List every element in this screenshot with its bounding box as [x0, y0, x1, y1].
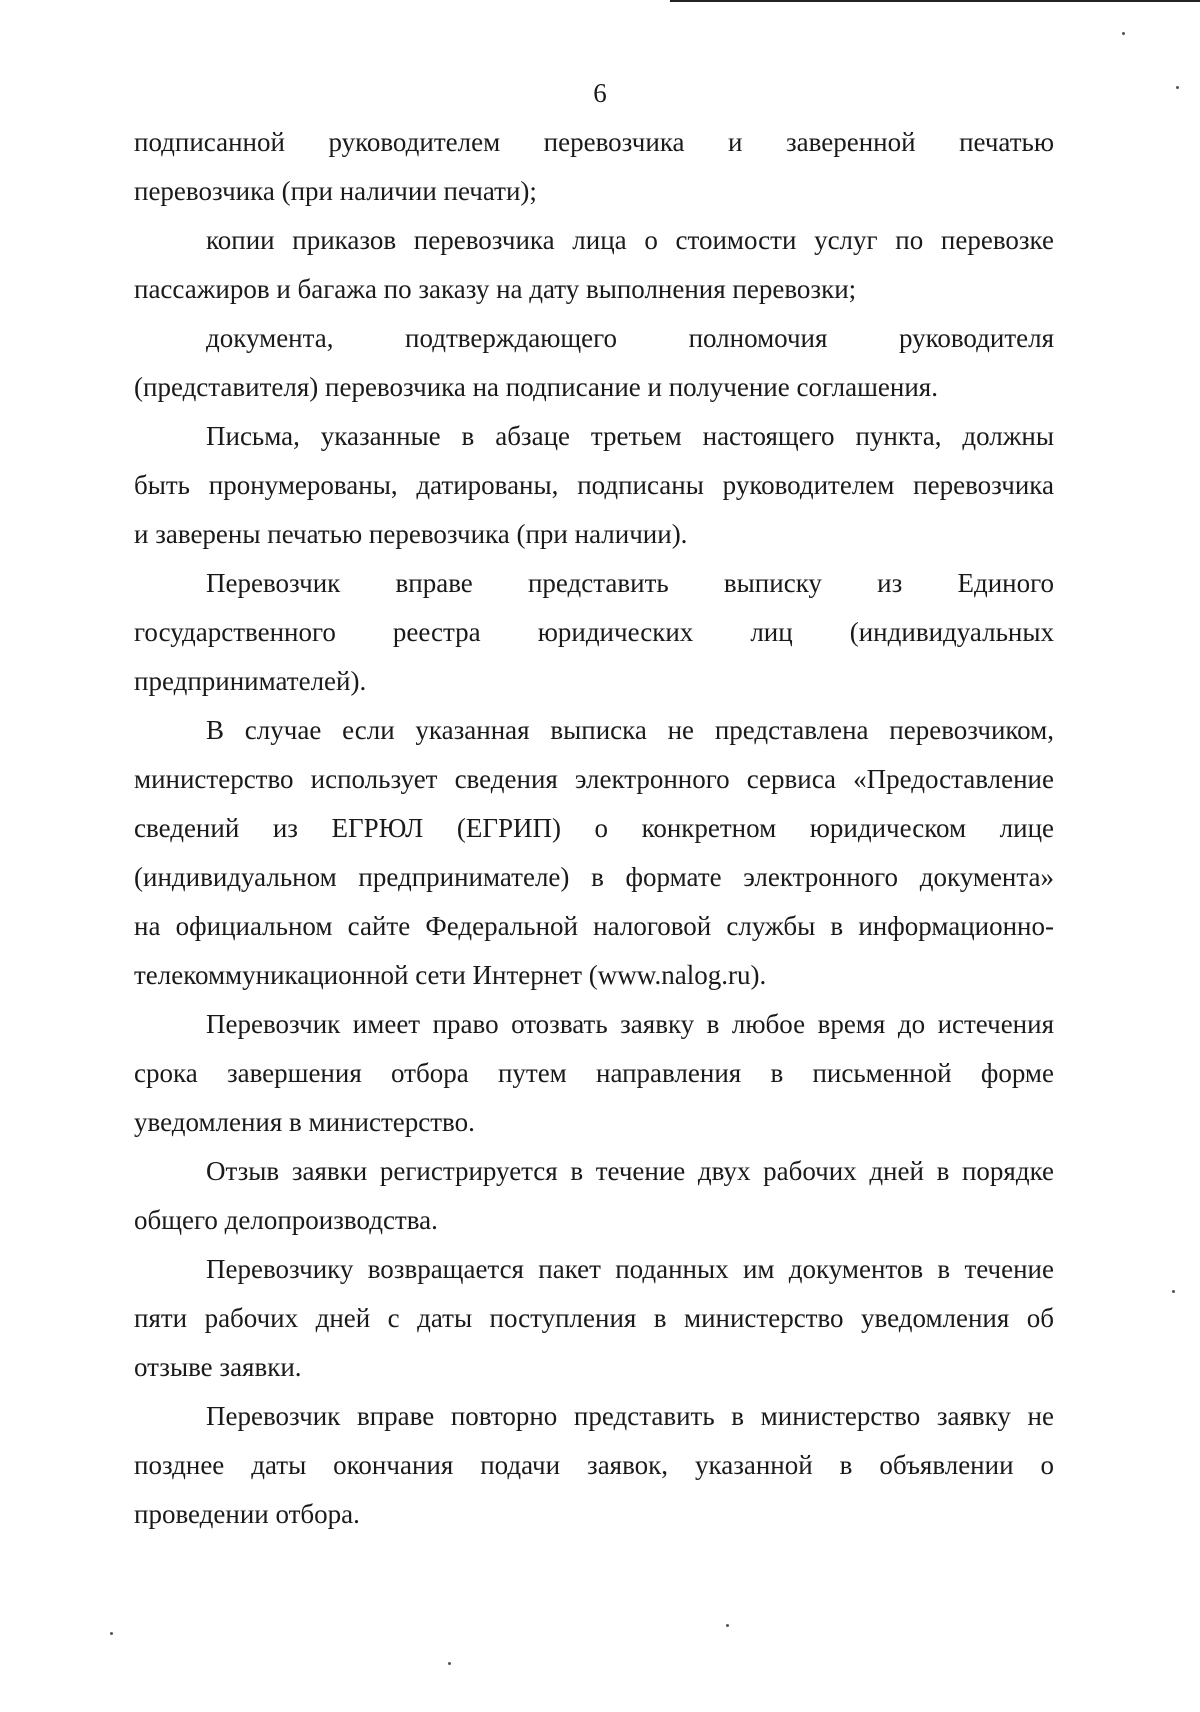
text-line: В случае если указанная выписка не представлена перевозчиком,	[206, 715, 1054, 745]
text-line: государственного реестра юридических лиц (индивидуальных	[134, 617, 1054, 647]
scan-speck	[448, 1662, 451, 1665]
text-line: Перевозчик вправе повторно представить в министерство заявку не	[206, 1401, 1054, 1431]
scan-speck	[110, 1632, 113, 1635]
text-line: позднее даты окончания подачи заявок, указанной в объявлении о	[134, 1450, 1054, 1480]
text-line: срока завершения отбора путем направления в письменной форме	[134, 1058, 1054, 1088]
paragraph	[134, 118, 1054, 216]
text-line: проведении отбора.	[134, 1499, 360, 1529]
text-line: уведомления в министерство.	[134, 1107, 475, 1137]
paragraph	[134, 559, 1054, 706]
text-line: Перевозчик имеет право отозвать заявку в любое время до истечения	[206, 1009, 1054, 1039]
top-rule	[670, 0, 1200, 2]
text-line: общего делопроизводства.	[134, 1205, 438, 1235]
scan-speck	[1176, 86, 1179, 89]
scan-speck	[726, 1624, 729, 1627]
text-line: Отзыв заявки регистрируется в течение двух рабочих дней в порядке	[206, 1156, 1054, 1186]
text-line: Письма, указанные в абзаце третьем настоящего пункта, должны	[206, 421, 1054, 451]
text-line: подписанной руководителем перевозчика и заверенной печатью	[134, 127, 1054, 157]
text-line: Перевозчику возвращается пакет поданных им документов в течение	[206, 1254, 1054, 1284]
paragraph	[134, 1000, 1054, 1147]
text-line: перевозчика (при наличии печати);	[134, 176, 537, 206]
paragraph	[134, 412, 1054, 559]
paragraph	[134, 1392, 1054, 1539]
paragraph	[134, 1147, 1054, 1245]
text-line: (индивидуальном предпринимателе) в формате электронного документа»	[134, 862, 1054, 892]
scan-speck	[1122, 32, 1125, 35]
scan-speck	[1172, 1290, 1175, 1293]
page-number: 6	[593, 78, 607, 108]
paragraph	[134, 1245, 1054, 1392]
text-line: отзыве заявки.	[134, 1352, 302, 1382]
text-line: сведений из ЕГРЮЛ (ЕГРИП) о конкретном юридическом лице	[134, 813, 1054, 843]
text-line: пассажиров и багажа по заказу на дату выполнения перевозки;	[134, 274, 857, 304]
paragraph	[134, 314, 1054, 412]
text-line: телекоммуникационной сети Интернет (www.nalog.ru).	[134, 960, 767, 990]
text-line: и заверены печатью перевозчика (при наличии).	[134, 519, 688, 549]
document-body	[134, 118, 1054, 1539]
text-line: (представителя) перевозчика на подписание и получение соглашения.	[134, 372, 938, 402]
text-line: пяти рабочих дней с даты поступления в министерство уведомления об	[134, 1303, 1054, 1333]
paragraph	[134, 216, 1054, 314]
text-line: документа, подтверждающего полномочия руководителя	[206, 323, 1054, 353]
text-line: на официальном сайте Федеральной налоговой службы в информационно-	[134, 911, 1054, 941]
paragraph	[134, 706, 1054, 1000]
text-line: копии приказов перевозчика лица о стоимости услуг по перевозке	[206, 225, 1054, 255]
text-line: Перевозчик вправе представить выписку из Единого	[206, 568, 1054, 598]
text-line: быть пронумерованы, датированы, подписаны руководителем перевозчика	[134, 470, 1054, 500]
text-line: предпринимателей).	[134, 666, 367, 696]
text-line: министерство использует сведения электронного сервиса «Предоставление	[134, 764, 1054, 794]
